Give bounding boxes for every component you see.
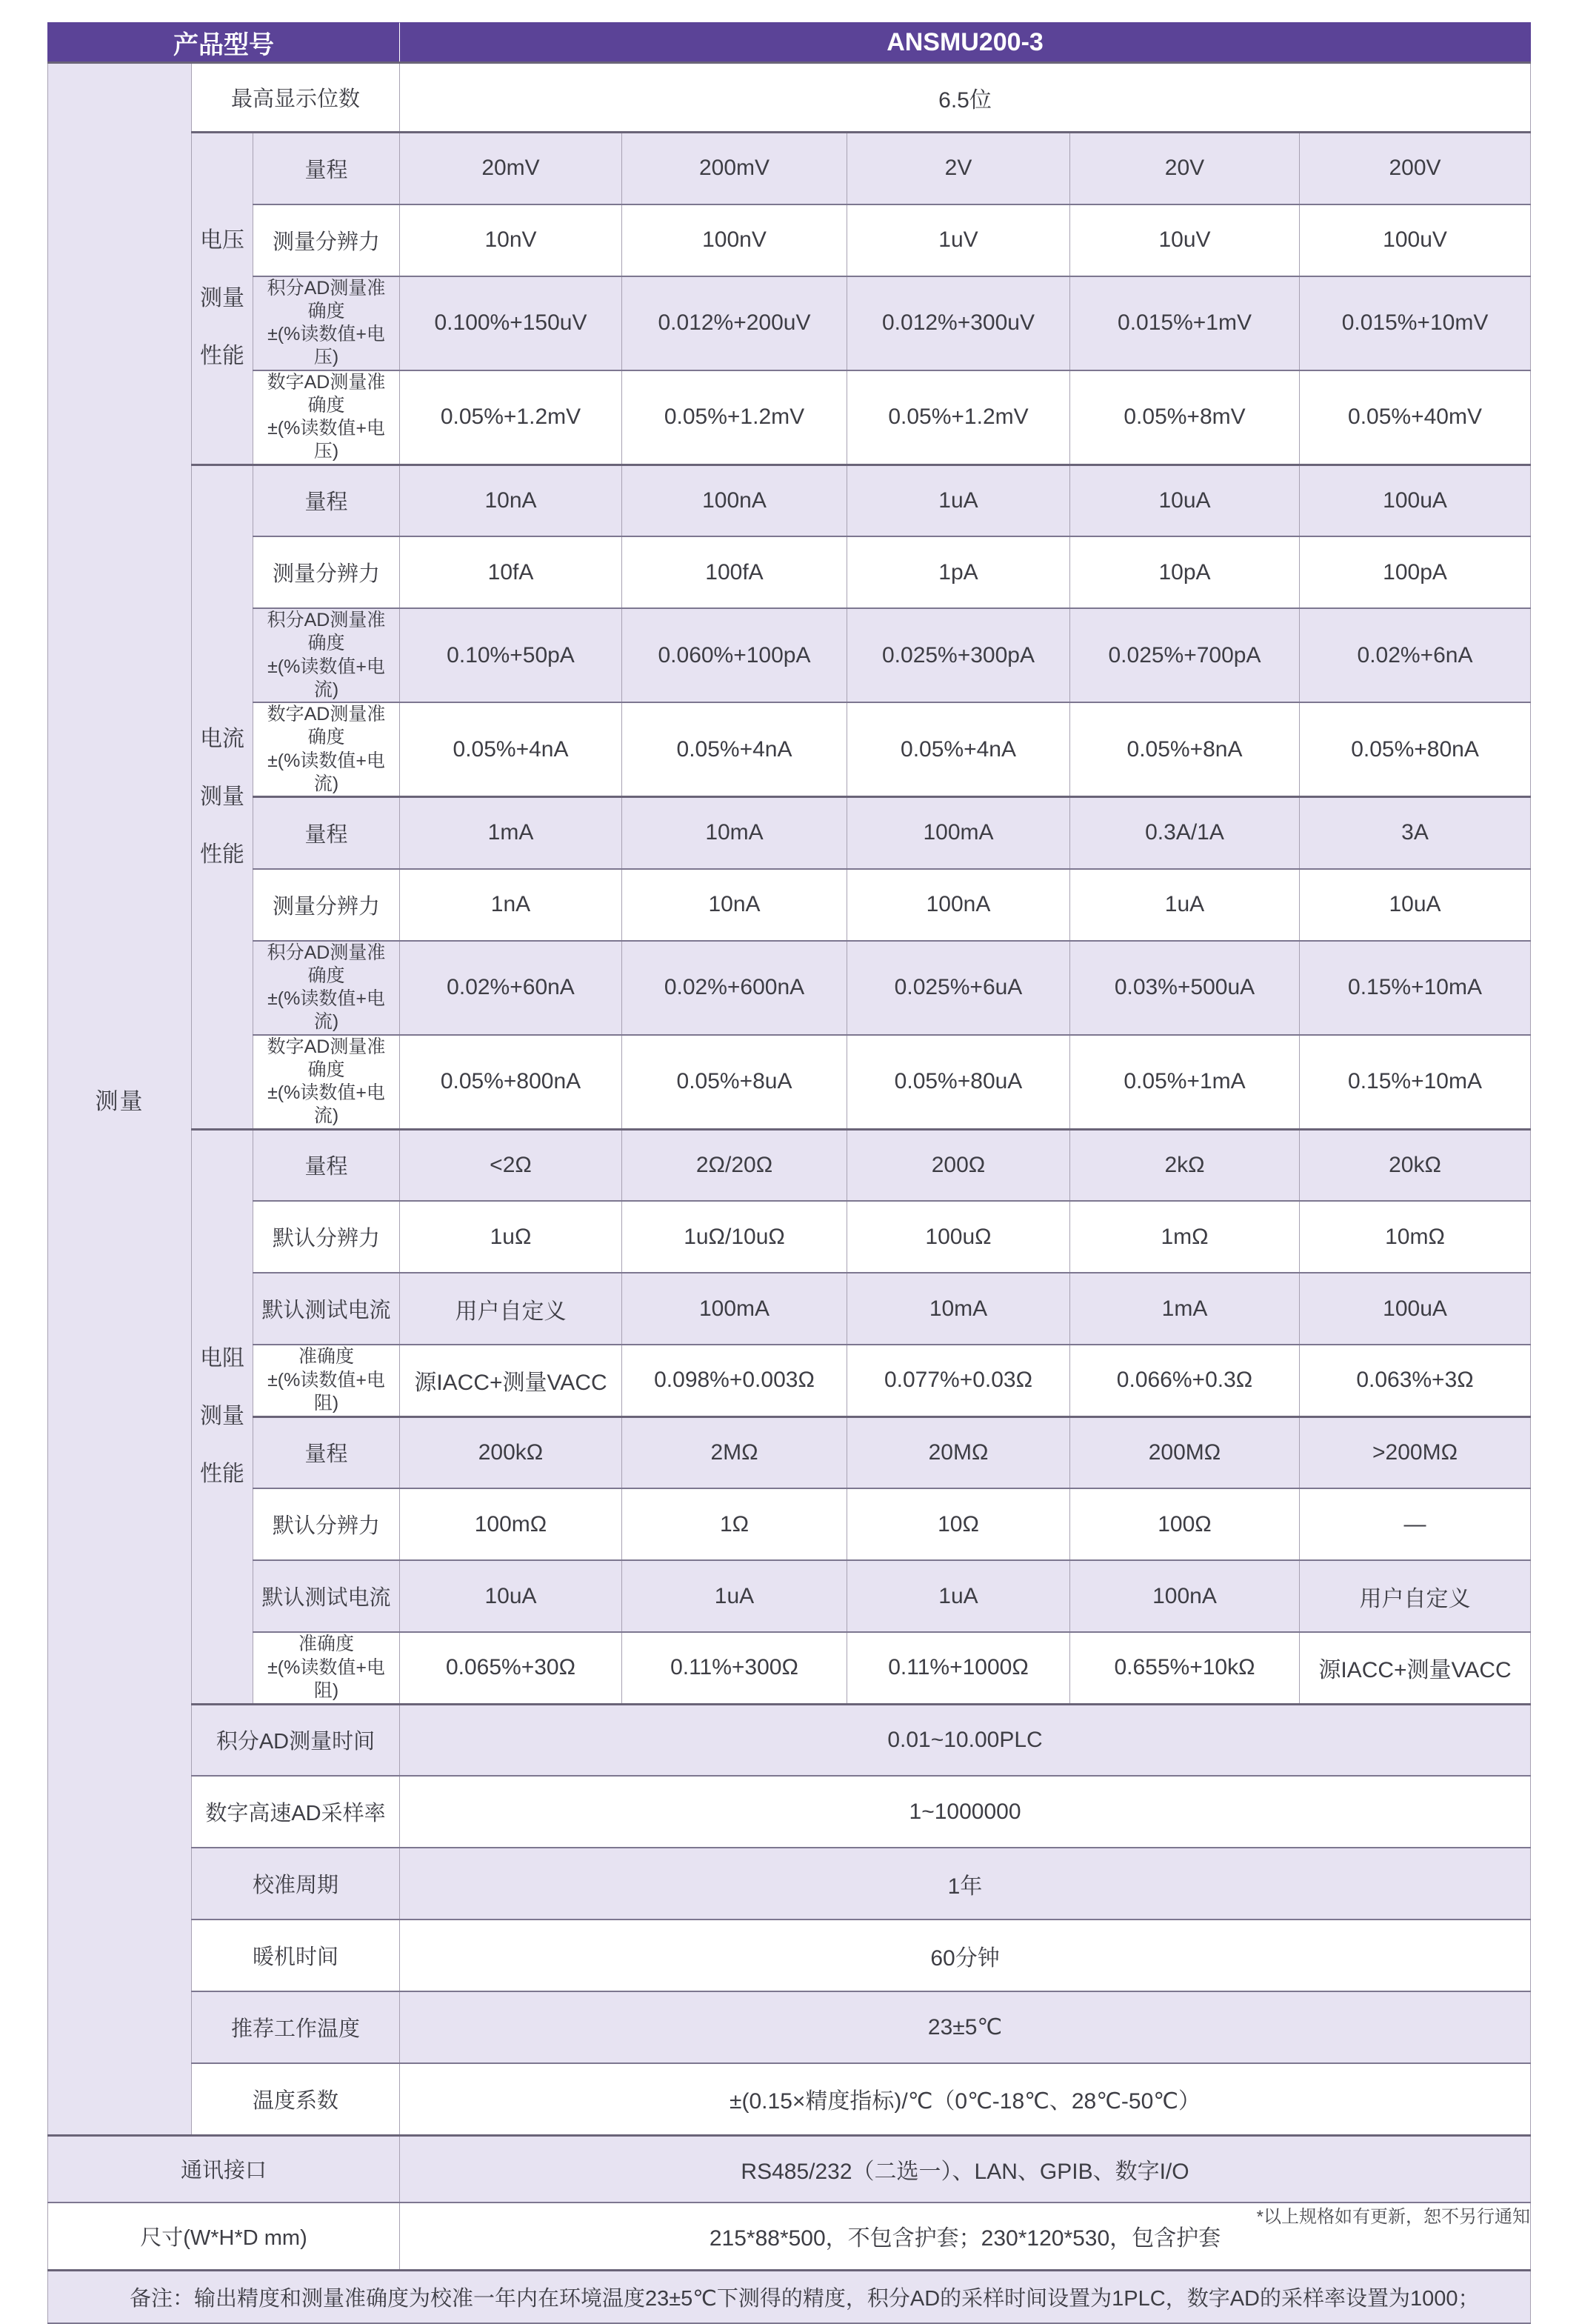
cell-value: 0.01~10.00PLC	[400, 1704, 1531, 1776]
cell-value: 20kΩ	[1300, 1129, 1531, 1201]
row-label: 数字AD测量准确度 ±(%读数值+电压)	[253, 370, 400, 465]
cell-value: 0.05%+8uA	[622, 1035, 847, 1130]
cell-value: 100mA	[847, 797, 1070, 869]
cell-value: 0.05%+4nA	[847, 702, 1070, 797]
cell-value: 10mΩ	[1300, 1201, 1531, 1273]
cell-value: 10nA	[622, 869, 847, 941]
cell-value: 20V	[1070, 133, 1300, 204]
cell-value: 1uA	[1070, 869, 1300, 941]
cell-value: RS485/232（二选一）、LAN、GPIB、数字I/O	[400, 2135, 1531, 2203]
cell-value: 200mV	[622, 133, 847, 204]
cell-value: 10fA	[400, 536, 622, 608]
cell-value: 10nV	[400, 204, 622, 276]
cell-value: 100Ω	[1070, 1488, 1300, 1560]
resistance-section-label: 电阻测量性能	[192, 1129, 253, 1704]
cell-value: 60分钟	[400, 1920, 1531, 1991]
cell-value: 100pA	[1300, 536, 1531, 608]
cell-value: 100uΩ	[847, 1201, 1070, 1273]
cell-value: 2MΩ	[622, 1416, 847, 1488]
table-row	[48, 2063, 1531, 2135]
cell-value: 0.05%+8mV	[1070, 370, 1300, 465]
cell-value: 用户自定义	[1300, 1560, 1531, 1632]
table-row	[48, 370, 1531, 465]
table-header-row	[48, 23, 1531, 63]
table-row	[48, 1920, 1531, 1991]
row-label: 积分AD测量准确度 ±(%读数值+电流)	[253, 608, 400, 702]
cell-value: 0.063%+3Ω	[1300, 1345, 1531, 1416]
cell-value: 20MΩ	[847, 1416, 1070, 1488]
cell-value: 100mΩ	[400, 1488, 622, 1560]
cell-value: 1uA	[622, 1560, 847, 1632]
table-row	[48, 1776, 1531, 1848]
table-row	[48, 797, 1531, 869]
row-label: 准确度 ±(%读数值+电阻)	[253, 1345, 400, 1416]
remark-text: 备注：输出精度和测量准确度为校准一年内在环境温度23±5℃下测得的精度，积分AD的采样时间设置为1PLC，数字AD的采样率设置为1000；	[48, 2270, 1531, 2323]
table-row	[48, 1035, 1531, 1130]
cell-value: 6.5位	[400, 63, 1531, 133]
cell-value: 0.3A/1A	[1070, 797, 1300, 869]
cell-value: 10mA	[622, 797, 847, 869]
cell-value: 0.05%+80nA	[1300, 702, 1531, 797]
cell-value: 0.05%+4nA	[400, 702, 622, 797]
table-row	[48, 2135, 1531, 2203]
cell-value: 0.05%+1.2mV	[400, 370, 622, 465]
cell-value: 1mA	[400, 797, 622, 869]
table-row	[48, 63, 1531, 133]
cell-value: 0.098%+0.003Ω	[622, 1345, 847, 1416]
cell-value: 1uΩ	[400, 1201, 622, 1273]
cell-value: 0.15%+10mA	[1300, 1035, 1531, 1130]
row-label: 推荐工作温度	[192, 1991, 400, 2063]
cell-value: 0.015%+10mV	[1300, 276, 1531, 370]
product-model-label: 产品型号	[48, 23, 400, 63]
cell-value: 2kΩ	[1070, 1129, 1300, 1201]
table-row	[48, 1991, 1531, 2063]
row-label: 默认分辨力	[253, 1201, 400, 1273]
cell-value: 10nA	[400, 465, 622, 536]
table-row	[48, 941, 1531, 1035]
cell-value: 0.655%+10kΩ	[1070, 1632, 1300, 1704]
row-label: 尺寸(W*H*D mm)	[48, 2203, 400, 2270]
table-row	[48, 1201, 1531, 1273]
cell-value: 20mV	[400, 133, 622, 204]
cell-value: 0.02%+600nA	[622, 941, 847, 1035]
cell-value: 200V	[1300, 133, 1531, 204]
cell-value: 215*88*500，不包含护套；230*120*530，包含护套	[400, 2203, 1531, 2270]
table-row	[48, 1848, 1531, 1920]
row-label: 默认分辨力	[253, 1488, 400, 1560]
table-row	[48, 276, 1531, 370]
cell-value: 1uΩ/10uΩ	[622, 1201, 847, 1273]
cell-value: 100nA	[847, 869, 1070, 941]
cell-value: 1~1000000	[400, 1776, 1531, 1848]
cell-value: 0.025%+700pA	[1070, 608, 1300, 702]
row-label: 数字高速AD采样率	[192, 1776, 400, 1848]
cell-value: ±(0.15×精度指标)/℃（0℃-18℃、28℃-50℃）	[400, 2063, 1531, 2135]
row-label: 量程	[253, 1416, 400, 1488]
cell-value: 1nA	[400, 869, 622, 941]
cell-value: 100fA	[622, 536, 847, 608]
row-label: 准确度 ±(%读数值+电阻)	[253, 1632, 400, 1704]
cell-value: 100nA	[622, 465, 847, 536]
row-label: 测量分辨力	[253, 869, 400, 941]
cell-value: 0.025%+300pA	[847, 608, 1070, 702]
cell-value: 100nA	[1070, 1560, 1300, 1632]
cell-value: 2Ω/20Ω	[622, 1129, 847, 1201]
cell-value: 0.012%+200uV	[622, 276, 847, 370]
cell-value: 1uV	[847, 204, 1070, 276]
cell-value: 0.05%+800nA	[400, 1035, 622, 1130]
cell-value: 1pA	[847, 536, 1070, 608]
cell-value: 23±5℃	[400, 1991, 1531, 2063]
cell-value: 3A	[1300, 797, 1531, 869]
cell-value: 0.05%+1.2mV	[622, 370, 847, 465]
cell-value: 1年	[400, 1848, 1531, 1920]
row-label: 校准周期	[192, 1848, 400, 1920]
cell-value: 0.05%+1.2mV	[847, 370, 1070, 465]
table-row	[48, 608, 1531, 702]
cell-value: 用户自定义	[400, 1273, 622, 1345]
cell-value: 100nV	[622, 204, 847, 276]
cell-value: 200kΩ	[400, 1416, 622, 1488]
cell-value: 源IACC+测量VACC	[1300, 1632, 1531, 1704]
cell-value: 0.05%+80uA	[847, 1035, 1070, 1130]
cell-value: 0.11%+1000Ω	[847, 1632, 1070, 1704]
cell-value: 1uA	[847, 1560, 1070, 1632]
table-row	[48, 536, 1531, 608]
cell-value: 0.05%+8nA	[1070, 702, 1300, 797]
cell-value: 10uV	[1070, 204, 1300, 276]
cell-value: 100mA	[622, 1273, 847, 1345]
row-label: 积分AD测量准确度 ±(%读数值+电压)	[253, 276, 400, 370]
row-label: 通讯接口	[48, 2135, 400, 2203]
current-section-label: 电流测量性能	[192, 465, 253, 1129]
spec-table	[47, 22, 1531, 2324]
cell-value: 0.05%+4nA	[622, 702, 847, 797]
cell-value: 200Ω	[847, 1129, 1070, 1201]
cell-value: 10uA	[1300, 869, 1531, 941]
product-model-value: ANSMU200-3	[400, 23, 1531, 63]
row-label: 测量分辨力	[253, 536, 400, 608]
cell-value: 源IACC+测量VACC	[400, 1345, 622, 1416]
voltage-section-label: 电压测量性能	[192, 133, 253, 465]
cell-value: 10pA	[1070, 536, 1300, 608]
cell-value: 0.03%+500uA	[1070, 941, 1300, 1035]
cell-value: 1mA	[1070, 1273, 1300, 1345]
row-label: 温度系数	[192, 2063, 400, 2135]
row-label: 积分AD测量准确度 ±(%读数值+电流)	[253, 941, 400, 1035]
footnote-text: *以上规格如有更新，恕不另行通知	[1256, 2207, 1530, 2227]
cell-value: 0.065%+30Ω	[400, 1632, 622, 1704]
table-row	[48, 1345, 1531, 1416]
cell-value: >200MΩ	[1300, 1416, 1531, 1488]
cell-value: 0.05%+1mA	[1070, 1035, 1300, 1130]
cell-value: 10mA	[847, 1273, 1070, 1345]
measure-section-label: 测量	[48, 63, 192, 2136]
cell-value: 0.015%+1mV	[1070, 276, 1300, 370]
row-label: 量程	[253, 465, 400, 536]
table-row	[48, 1632, 1531, 1704]
cell-value: 200MΩ	[1070, 1416, 1300, 1488]
table-row	[48, 465, 1531, 536]
table-row	[48, 702, 1531, 797]
cell-value: 0.10%+50pA	[400, 608, 622, 702]
row-label: 量程	[253, 133, 400, 204]
cell-value: 0.077%+0.03Ω	[847, 1345, 1070, 1416]
cell-value: 1uA	[847, 465, 1070, 536]
table-row	[48, 869, 1531, 941]
cell-value: 0.100%+150uV	[400, 276, 622, 370]
cell-value: <2Ω	[400, 1129, 622, 1201]
cell-value: 0.05%+40mV	[1300, 370, 1531, 465]
table-row	[48, 1416, 1531, 1488]
cell-value: 10uA	[1070, 465, 1300, 536]
cell-value: 100uA	[1300, 465, 1531, 536]
row-label: 最高显示位数	[192, 63, 400, 133]
cell-value: 10uA	[400, 1560, 622, 1632]
remark-row	[48, 2270, 1531, 2323]
table-row	[48, 1273, 1531, 1345]
table-row	[48, 1704, 1531, 1776]
cell-value: 10Ω	[847, 1488, 1070, 1560]
row-label: 暖机时间	[192, 1920, 400, 1991]
cell-value: 0.066%+0.3Ω	[1070, 1345, 1300, 1416]
table-row	[48, 133, 1531, 204]
table-row	[48, 1488, 1531, 1560]
row-label: 量程	[253, 797, 400, 869]
cell-value: 0.02%+60nA	[400, 941, 622, 1035]
table-row	[48, 204, 1531, 276]
table-row	[48, 1129, 1531, 1201]
cell-value: 0.012%+300uV	[847, 276, 1070, 370]
row-label: 默认测试电流	[253, 1560, 400, 1632]
cell-value: 1Ω	[622, 1488, 847, 1560]
cell-value: 0.02%+6nA	[1300, 608, 1531, 702]
cell-value: 2V	[847, 133, 1070, 204]
cell-value: 0.11%+300Ω	[622, 1632, 847, 1704]
cell-value: 100uA	[1300, 1273, 1531, 1345]
row-label: 数字AD测量准确度 ±(%读数值+电流)	[253, 1035, 400, 1130]
row-label: 数字AD测量准确度 ±(%读数值+电流)	[253, 702, 400, 797]
row-label: 测量分辨力	[253, 204, 400, 276]
cell-value: 0.060%+100pA	[622, 608, 847, 702]
cell-value: 1mΩ	[1070, 1201, 1300, 1273]
row-label: 积分AD测量时间	[192, 1704, 400, 1776]
cell-value: 0.025%+6uA	[847, 941, 1070, 1035]
cell-value: 100uV	[1300, 204, 1531, 276]
row-label: 默认测试电流	[253, 1273, 400, 1345]
row-label: 量程	[253, 1129, 400, 1201]
table-row	[48, 1560, 1531, 1632]
cell-value: 0.15%+10mA	[1300, 941, 1531, 1035]
cell-value: —	[1300, 1488, 1531, 1560]
